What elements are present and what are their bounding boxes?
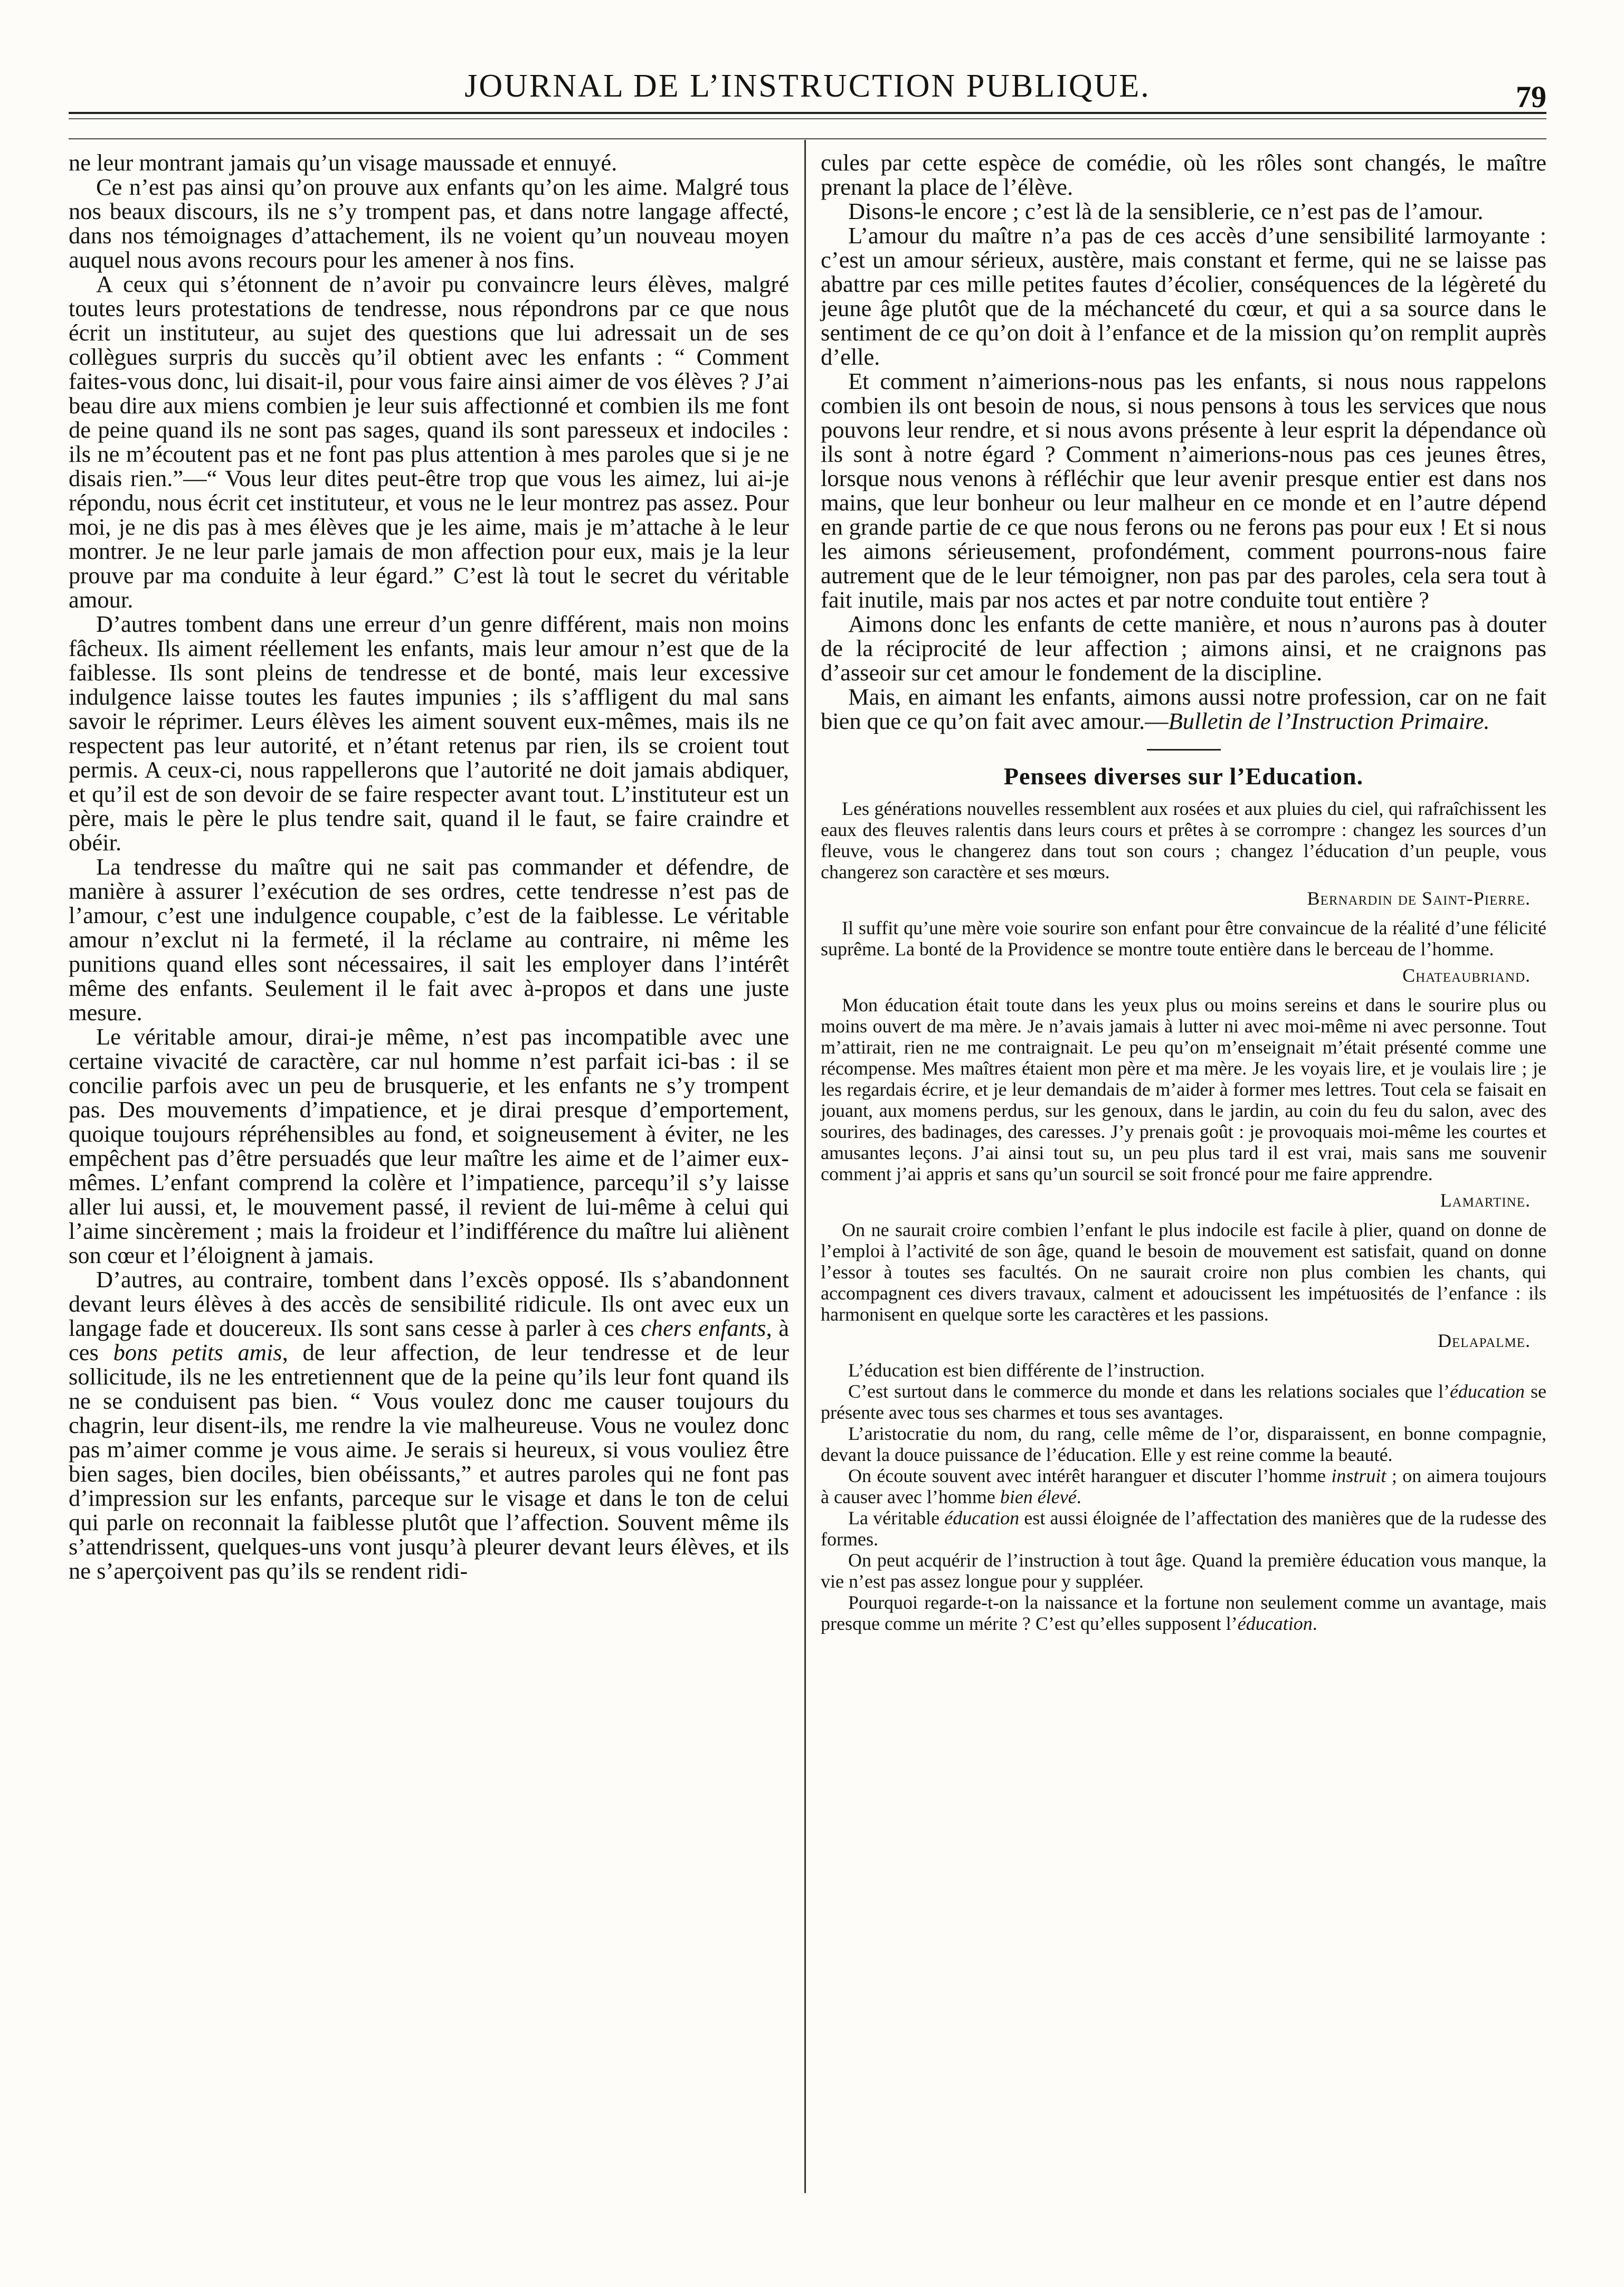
text-run: La véritable xyxy=(848,1507,945,1529)
text-run: , de leur affection, de leur tendresse et de leur sollicitude, ils ne les entretiennent que de la peine qu’ils leur font quand ils ne se conduisent pas bien. “ Vous voulez donc me causer toujours du chagrin, leur disent-ils, me rendre la vie malheureuse. Vous ne voulez donc pas m’aimer comme je vous aime. Je serais si heureux, si vous vouliez être bien sages, bien dociles, bien obéissants,” et autres paroles qui ne font pas d’impression sur les enfants, parceque sur le visage et dans le ton de celui qui parle on reconnait la faiblesse plutôt que l’affection. Souvent même ils s’attendrissent, quelques-uns vont jusqu’à pleurer devant leurs élèves, et ils ne s’aperçoivent pas qu’ils se rendent ridi- xyxy=(69,1339,789,1584)
paragraph: A ceux qui s’étonnent de n’avoir pu convaincre leurs élèves, malgré toutes leurs protestations de tendresse, nous répondrons par ce que nous écrit un instituteur, au sujet des questions que lui adressait un de ses collègues surpris du succès qu’il obtient avec les enfants : “ Comment faites-vous donc, lui disait-il, pour vous faire ainsi aimer de vos élèves ? J’ai beau dire aux miens combien je leur suis affectionné et combien ils me font de peine quand ils ne sont pas sages, quand ils sont paresseux et indociles : ils ne m’écoutent pas et ne font pas plus attention à mes paroles que si je ne disais rien.”—“ Vous leur dites peut-être trop que vous les aimez, lui ai-je répondu, nous écrit cet instituteur, et vous ne le leur montrez pas assez. Pour moi, je ne dis pas à mes élèves que je les aime, mais je m’attache à le leur montrer. Je ne leur parle jamais de mon affection pour eux, mais je la leur prouve par ma conduite à leur égard.” C’est là tout le secret du véritable amour. xyxy=(69,271,789,613)
paragraph: Aimons donc les enfants de cette manière, et nous n’aurons pas à douter de la réciprocité de leur affection ; aimons ainsi, et ne craignons pas d’asseoir sur cet amour le fondement de la discipline. xyxy=(821,611,1546,686)
text-run: D’autres, au contraire, tombent dans l’excès opposé. Ils s’abandonnent devant leurs élèves à des accès de sensibilité ridicule. Ils ont avec eux un langage fade et doucereux. Ils sont sans cesse à parler à ces xyxy=(69,1266,789,1341)
italic-run: chers enfants xyxy=(640,1315,766,1341)
italic-run: bons petits amis xyxy=(113,1339,282,1365)
right-column xyxy=(821,150,1546,1634)
section-title: Pensees diverses sur l’Education. xyxy=(1003,763,1364,790)
paragraph xyxy=(69,1267,789,1583)
text-run: . xyxy=(1076,1486,1081,1507)
maxim-author: Bernardin de Saint-Pierre. xyxy=(1307,888,1531,909)
maxims-section xyxy=(821,798,1546,1634)
maxim xyxy=(821,917,1546,986)
maxim-text: On ne saurait croire combien l’enfant le plus indocile est facile à plier, quand on donne de l’emploi à l’activité de son âge, quand le besoin de mouvement est satisfait, quand on donne l’essor à toutes ses facultés. On ne saurait croire non plus combien les chants, qui accompagnent ces divers travaux, calment et adoucissent les impétuosités de l’enfance : ils harmonisent en quelque sorte les caractères et les passions. xyxy=(821,1219,1546,1325)
paragraph: Le véritable amour, dirai-je même, n’est pas incompatible avec une certaine vivacité de caractère, car nul homme n’est parfait ici-bas : il se concilie parfois avec un peu de brusquerie, et les enfants ne s’y trompent pas. Des mouvements d’impatience, et je dirai presque d’emportement, quoique toujours répréhensibles au fond, et soigneusement à éviter, ne les empêchent pas d’être persuadés que leur maître les aime et de l’aimer eux-mêmes. L’enfant comprend la colère et l’impatience, parcequ’il s’y laisse aller lui aussi, et, le mouvement passé, il revient de lui-même à celui qui l’aime sincèrement ; mais la froideur et l’indifférence du maître lui aliènent son cœur et l’éloignent à jamais. xyxy=(69,1023,789,1268)
education-notes xyxy=(821,1360,1546,1634)
paragraph: Ce n’est pas ainsi qu’on prouve aux enfants qu’on les aime. Malgré tous nos beaux discours, ils ne s’y trompent pas, et dans notre langage affecté, dans nos témoignages d’attachement, ils ne voient qu’un nouveau moyen auquel nous avons recours pour les amener à nos fins. xyxy=(69,174,789,273)
italic-run: éducation xyxy=(1449,1381,1525,1402)
paragraph: Disons-le encore ; c’est là de la sensiblerie, ce n’est pas de l’amour. xyxy=(848,198,1484,224)
text-run: Pourquoi regarde-t-on la naissance et la fortune non seulement comme un avantage, mais presque comme un mérite ? C’est qu’elles supposent l’ xyxy=(821,1592,1546,1634)
page-header xyxy=(69,63,1546,114)
paragraph: L’amour du maître n’a pas de ces accès d’une sensibilité larmoyante : c’est un amour sérieux, austère, mais constant et ferme, qui ne se laisse pas abattre par ces mille petites fautes d’écolier, conséquences de la légèreté du jeune âge plutôt que de la méchanceté du cœur, et qui a sa source dans le sentiment de ce qu’on doit à l’enfance et de la mission qu’on remplit auprès d’elle. xyxy=(821,222,1546,370)
text-run: Mais, en aimant les enfants, aimons aussi notre profession, car on ne fait bien que ce qu’on fait avec amour.— xyxy=(821,684,1546,734)
paragraph: La tendresse du maître qui ne sait pas commander et défendre, de manière à assurer l’exécution de ses ordres, cette tendresse n’est pas de l’amour, c’est une indulgence coupable, c’est de la faiblesse. Le véritable amour n’exclut ni la fermeté, il la réclame au contraire, ni même les punitions quand elles sont nécessaires, il sait les employer dans l’intérêt même des enfants. Seulement il le fait avec à-propos et dans une juste mesure. xyxy=(69,853,789,1026)
header-rule-lower xyxy=(69,138,1546,139)
header-rule-thin xyxy=(69,118,1546,119)
italic-run: éducation xyxy=(1237,1613,1313,1634)
italic-run: instruit xyxy=(1331,1465,1386,1486)
maxim-author: Lamartine. xyxy=(1440,1190,1531,1211)
text-run: C’est surtout dans le commerce du monde et dans les relations sociales que l’ xyxy=(848,1381,1450,1402)
maxim-text: Il suffit qu’une mère voie sourire son enfant pour être convaincue de la réalité d’une félicité suprême. La bonté de la Providence se montre toute entière dans le berceau de l’homme. xyxy=(821,917,1546,960)
left-column xyxy=(69,150,789,1583)
note xyxy=(821,1592,1546,1634)
paragraph: Et comment n’aimerions-nous pas les enfants, si nous nous rappelons combien ils ont besoin de nous, si nous pensons à tous les services que nous pouvons leur rendre, et si nous avons présente à leur esprit la dépendance où ils sont à notre égard ? Comment n’aimerions-nous pas ces jeunes êtres, lorsque nous venons à réfléchir que leur avenir presque entier est dans nos mains, que leur bonheur ou leur malheur en ce monde et en l’autre dépend en grande partie de ce que nous ferons ou ne ferons pas pour eux ! Et si nous les aimons sérieusement, profondément, comment pourrons-nous faire autrement que de le leur témoigner, non pas par des paroles, cela sera tout à fait inutile, mais par nos actes et par notre conduite tout entière ? xyxy=(821,368,1546,613)
italic-run: bien élevé xyxy=(1000,1486,1077,1507)
note xyxy=(821,1381,1546,1423)
header-rule xyxy=(69,112,1546,114)
text-run: ; on aimera toujours à causer avec l’homme xyxy=(821,1465,1546,1507)
paragraph: D’autres tombent dans une erreur d’un genre différent, mais non moins fâcheux. Ils aiment réellement les enfants, mais leur amour n’est que de la faiblesse. Ils sont pleins de tendresse et de bonté, mais leur excessive indulgence laisse toutes les fautes impunies ; ils s’affligent du mal sans savoir le réprimer. Leurs élèves les aiment souvent eux-mêmes, mais ils ne respectent pas leur autorité, et n’étant retenus par rien, ils se croient tout permis. A ceux-ci, nous rappellerons que l’autorité ne doit jamais abdiquer, et qu’il est de son devoir de se faire respecter avant tout. L’instituteur est un père, mais le père le plus tendre sait, quand il le faut, se faire craindre et obéir. xyxy=(69,611,789,856)
maxim xyxy=(821,1219,1546,1351)
section-rule xyxy=(1147,749,1221,751)
text-run: . xyxy=(1312,1613,1317,1634)
note: L’éducation est bien différente de l’instruction. xyxy=(848,1360,1205,1381)
maxim-text: Les générations nouvelles ressemblent aux rosées et aux pluies du ciel, qui rafraîchissent les eaux des fleuves ralentis dans leurs cours et prêtes à se corrompre : changez les sources d’un fleuve, vous le changerez dans tout son cours ; changez l’éducation d’un peuple, vous changerez son caractère et ses mœurs. xyxy=(821,798,1546,882)
text-run: se présente avec tous ses charmes et tous ses avantages. xyxy=(821,1381,1546,1423)
maxim-author: Delapalme. xyxy=(1437,1330,1531,1351)
paragraph: cules par cette espèce de comédie, où les rôles sont changés, le maître prenant la place de l’élève. xyxy=(821,149,1546,200)
note: L’aristocratie du nom, du rang, celle même de l’or, disparaissent, en bonne compagnie, devant la douce puissance de l’éducation. Elle y est reine comme la beauté. xyxy=(821,1423,1546,1465)
paragraph: ne leur montrant jamais qu’un visage maussade et ennuyé. xyxy=(69,149,618,176)
text-run: est aussi éloignée de l’affectation des manières que de la rudesse des formes. xyxy=(821,1507,1546,1550)
note xyxy=(821,1465,1546,1507)
page-number: 79 xyxy=(1516,80,1546,114)
source-citation: Bulletin de l’Instruction Primaire. xyxy=(1168,708,1490,734)
closing-paragraph xyxy=(821,685,1546,733)
journal-title: JOURNAL DE L’INSTRUCTION PUBLIQUE. xyxy=(464,68,1151,104)
text-run: On écoute souvent avec intérêt haranguer et discuter l’homme xyxy=(848,1465,1332,1486)
maxim-text: Mon éducation était toute dans les yeux plus ou moins sereins et dans le sourire plus ou moins ouvert de ma mère. Je n’avais jamais à lutter ni avec moi-même ni avec personne. Tout m’attirait, rien ne me contraignait. Le peu qu’on m’enseignait m’était présenté comme une récompense. Mes maîtres étaient mon père et ma mère. Je les voyais lire, et je voulais lire ; je les regardais écrire, et je leur demandais de m’aider à former mes lettres. Tout cela se faisait en jouant, aux momens perdus, sur les genoux, dans le jardin, au coin du feu du salon, avec des sourires, des badinages, des caresses. J’y prenais goût : je provoquais moi-même les courtes et amusantes leçons. J’ai ainsi tout su, un peu plus tard il est vrai, mais sans me souvenir comment j’ai appris et sans qu’un sourcil se soit froncé pour me faire apprendre. xyxy=(821,994,1546,1184)
text-run: , à ces xyxy=(69,1315,789,1365)
column-divider xyxy=(804,140,806,2193)
maxim xyxy=(821,994,1546,1211)
maxim xyxy=(821,798,1546,909)
note: On peut acquérir de l’instruction à tout âge. Quand la première éducation vous manque, la vie n’est pas assez longue pour y suppléer. xyxy=(821,1550,1546,1592)
maxim-author: Chateaubriand. xyxy=(1402,965,1531,986)
italic-run: éducation xyxy=(944,1507,1020,1529)
note xyxy=(821,1507,1546,1550)
